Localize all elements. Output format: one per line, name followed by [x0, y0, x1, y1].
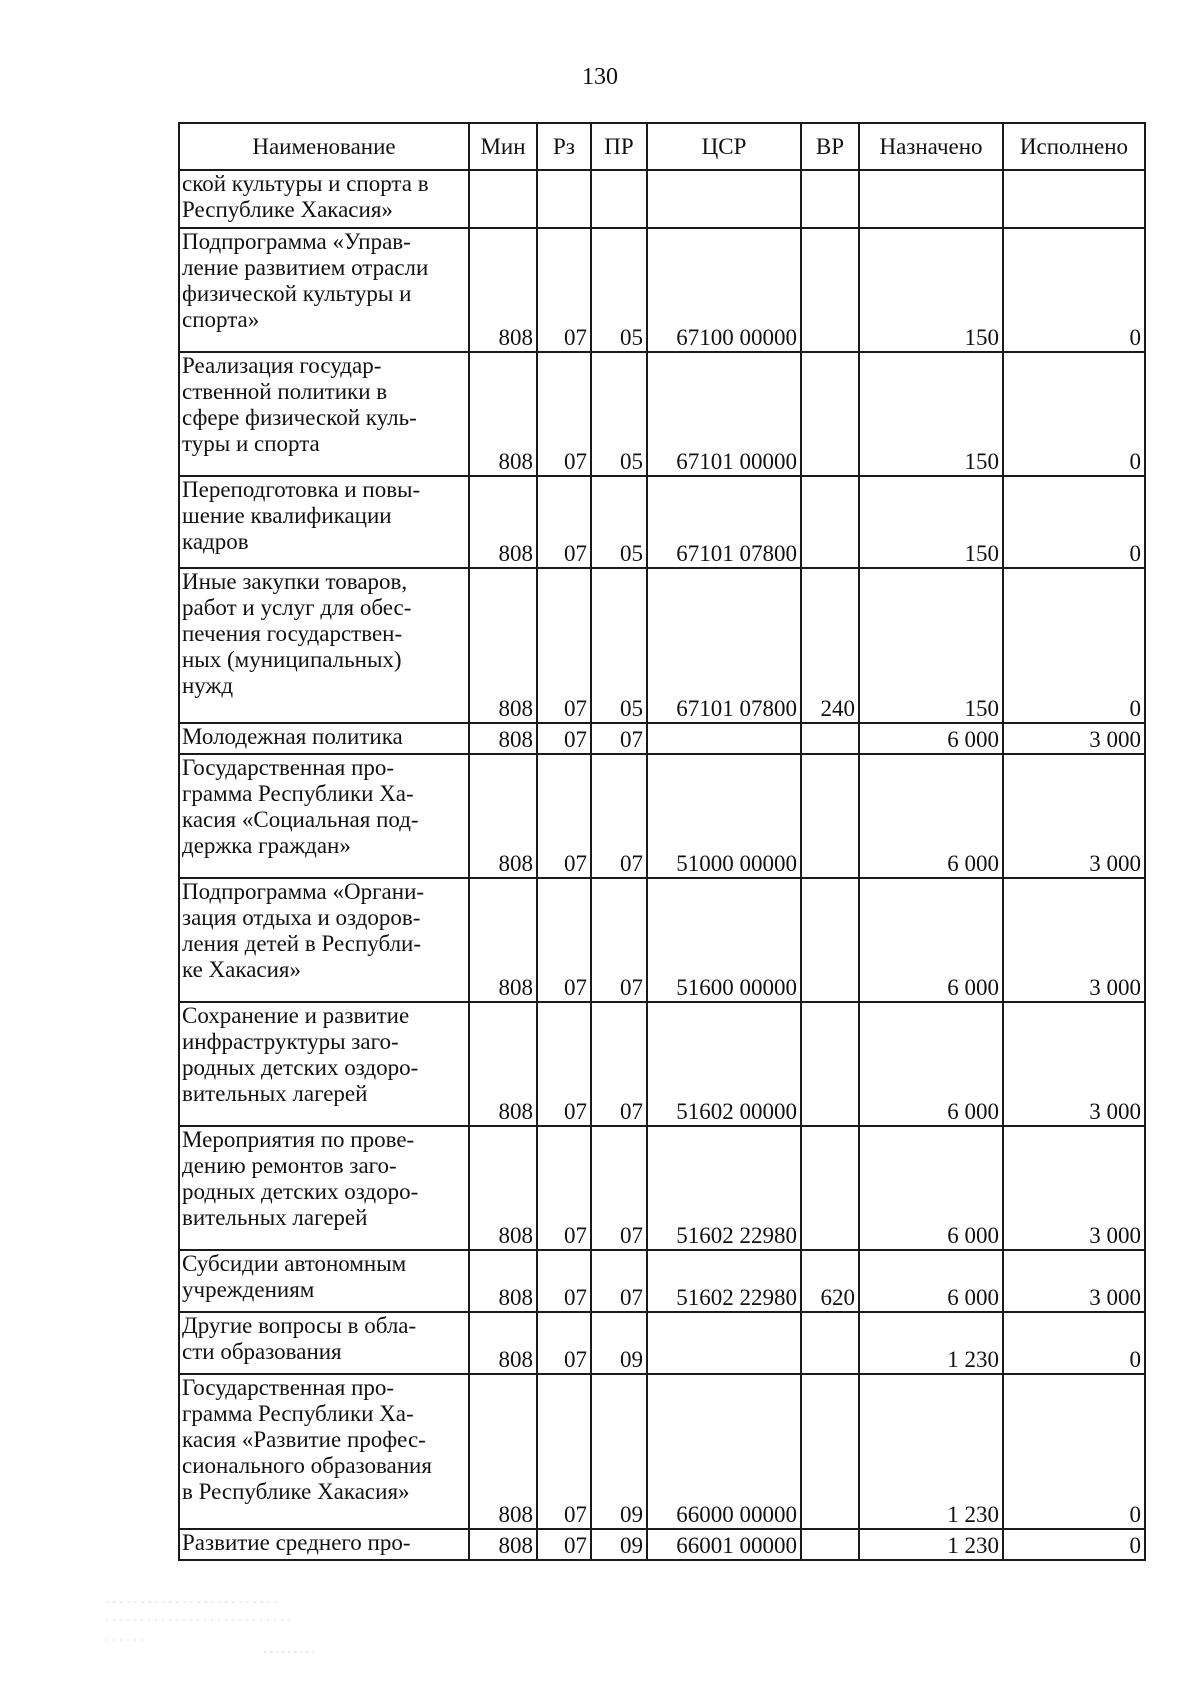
table-row: [179, 754, 1145, 878]
row-name-line: ных (муниципальных): [182, 647, 402, 672]
cell-pr: 07: [591, 1126, 647, 1250]
row-name: [179, 476, 469, 568]
cell-executed: 0: [1003, 568, 1145, 723]
row-name-line: касия «Социальная под-: [182, 807, 419, 832]
cell-min: 808: [469, 352, 537, 476]
cell-pr: 07: [591, 1250, 647, 1312]
cell-rz: 07: [537, 723, 591, 754]
cell-pr: 07: [591, 878, 647, 1002]
cell-rz: 07: [537, 754, 591, 878]
row-name: [179, 568, 469, 723]
cell-rz: 07: [537, 1126, 591, 1250]
cell-rz: 07: [537, 1312, 591, 1374]
table-row: [179, 170, 1145, 228]
cell-vr: [801, 1312, 859, 1374]
row-name-line: родных детских оздоро-: [182, 1179, 419, 1204]
table-row: [179, 723, 1145, 754]
cell-csr: 51600 00000: [647, 878, 801, 1002]
row-name: [179, 723, 469, 754]
row-name: [179, 228, 469, 352]
row-name-line: Субсидии автономным: [182, 1251, 407, 1276]
cell-executed: [1003, 170, 1145, 228]
cell-vr: [801, 1374, 859, 1529]
table-row: [179, 1374, 1145, 1529]
cell-csr: 51602 22980: [647, 1126, 801, 1250]
row-name-line: ской культуры и спорта в: [182, 171, 429, 196]
cell-min: 808: [469, 1002, 537, 1126]
row-name: [179, 1374, 469, 1529]
row-name: [179, 1250, 469, 1312]
row-name: [179, 1312, 469, 1374]
cell-rz: 07: [537, 1529, 591, 1560]
row-name-line: шение квалификации: [182, 503, 392, 528]
row-name-line: сфере физической куль-: [182, 405, 417, 430]
table-row: [179, 1312, 1145, 1374]
row-name-line: Сохранение и развитие: [182, 1003, 410, 1028]
page-number: 130: [582, 64, 618, 90]
table-row: [179, 228, 1145, 352]
row-name-line: сионального образования: [182, 1453, 432, 1478]
cell-min: 808: [469, 1126, 537, 1250]
cell-executed: 3 000: [1003, 754, 1145, 878]
cell-vr: [801, 170, 859, 228]
row-name-line: родных детских оздоро-: [182, 1055, 419, 1080]
cell-assigned: 6 000: [859, 878, 1003, 1002]
cell-executed: 3 000: [1003, 723, 1145, 754]
row-name-line: ке Хакасия»: [182, 957, 302, 982]
cell-vr: [801, 1529, 859, 1560]
header-name: Наименование: [179, 123, 469, 170]
table-row: [179, 352, 1145, 476]
cell-csr: 66000 00000: [647, 1374, 801, 1529]
cell-executed: 3 000: [1003, 878, 1145, 1002]
cell-vr: [801, 1002, 859, 1126]
cell-executed: 0: [1003, 1529, 1145, 1560]
cell-pr: 09: [591, 1374, 647, 1529]
header-assigned: Назначено: [859, 123, 1003, 170]
header-csr: ЦСР: [647, 123, 801, 170]
table-row: [179, 1250, 1145, 1312]
cell-csr: [647, 170, 801, 228]
row-name-line: зация отдыха и оздоров-: [182, 905, 421, 930]
cell-assigned: 1 230: [859, 1374, 1003, 1529]
cell-rz: 07: [537, 476, 591, 568]
cell-assigned: 1 230: [859, 1312, 1003, 1374]
header-vr: ВР: [801, 123, 859, 170]
row-name: [179, 1002, 469, 1126]
cell-assigned: 150: [859, 228, 1003, 352]
row-name-line: Государственная про-: [182, 1375, 395, 1400]
row-name-line: ление развитием отрасли: [182, 255, 429, 280]
cell-min: 808: [469, 568, 537, 723]
cell-vr: [801, 878, 859, 1002]
header-rz: Рз: [537, 123, 591, 170]
cell-min: 808: [469, 878, 537, 1002]
row-name-line: Республике Хакасия»: [182, 197, 393, 222]
cell-pr: 07: [591, 723, 647, 754]
cell-assigned: 150: [859, 476, 1003, 568]
row-name-line: нужд: [182, 673, 234, 698]
cell-pr: 07: [591, 754, 647, 878]
cell-executed: 0: [1003, 352, 1145, 476]
cell-pr: [591, 170, 647, 228]
row-name-line: в Республике Хакасия»: [182, 1479, 410, 1504]
row-name: [179, 878, 469, 1002]
budget-table: [178, 122, 1146, 1561]
row-name-line: ственной политики в: [182, 379, 388, 404]
cell-assigned: 6 000: [859, 1250, 1003, 1312]
row-name-line: дению ремонтов заго-: [182, 1153, 397, 1178]
scan-artifact: [104, 1590, 324, 1660]
cell-rz: 07: [537, 878, 591, 1002]
row-name-line: кадров: [182, 529, 249, 554]
row-name-line: работ и услуг для обес-: [182, 595, 412, 620]
row-name-line: сти образования: [182, 1339, 342, 1364]
cell-executed: 0: [1003, 1374, 1145, 1529]
cell-vr: [801, 754, 859, 878]
cell-min: 808: [469, 754, 537, 878]
row-name-line: Реализация государ-: [182, 353, 382, 378]
cell-csr: [647, 1312, 801, 1374]
cell-vr: [801, 723, 859, 754]
table-row: [179, 1529, 1145, 1560]
table-body: [179, 170, 1145, 1560]
row-name-line: учреждениям: [182, 1277, 315, 1302]
cell-vr: [801, 228, 859, 352]
cell-assigned: [859, 170, 1003, 228]
cell-pr: 05: [591, 352, 647, 476]
cell-pr: 07: [591, 1002, 647, 1126]
table-row: [179, 568, 1145, 723]
cell-pr: 05: [591, 568, 647, 723]
cell-vr: 620: [801, 1250, 859, 1312]
row-name-line: туры и спорта: [182, 431, 320, 456]
cell-vr: [801, 1126, 859, 1250]
cell-executed: 0: [1003, 228, 1145, 352]
table-row: [179, 878, 1145, 1002]
cell-min: [469, 170, 537, 228]
cell-csr: 66001 00000: [647, 1529, 801, 1560]
cell-assigned: 6 000: [859, 754, 1003, 878]
row-name-line: грамма Республики Ха-: [182, 1401, 414, 1426]
cell-vr: [801, 476, 859, 568]
row-name-line: грамма Республики Ха-: [182, 781, 414, 806]
row-name-line: Переподготовка и повы-: [182, 477, 421, 502]
row-name-line: спорта»: [182, 307, 260, 332]
row-name-line: держка граждан»: [182, 833, 351, 858]
row-name-line: касия «Развитие профес-: [182, 1427, 426, 1452]
cell-vr: [801, 352, 859, 476]
cell-pr: 05: [591, 228, 647, 352]
row-name-line: Иные закупки товаров,: [182, 569, 408, 594]
cell-rz: 07: [537, 1374, 591, 1529]
header-executed: Исполнено: [1003, 123, 1145, 170]
cell-csr: 51602 00000: [647, 1002, 801, 1126]
cell-rz: 07: [537, 1250, 591, 1312]
cell-csr: 67101 07800: [647, 568, 801, 723]
cell-assigned: 6 000: [859, 723, 1003, 754]
cell-rz: 07: [537, 1002, 591, 1126]
cell-csr: 67100 00000: [647, 228, 801, 352]
row-name-line: физической культуры и: [182, 281, 412, 306]
cell-min: 808: [469, 1374, 537, 1529]
row-name-line: печения государствен-: [182, 621, 403, 646]
cell-min: 808: [469, 228, 537, 352]
row-name-line: Мероприятия по прове-: [182, 1127, 415, 1152]
cell-pr: 09: [591, 1312, 647, 1374]
cell-rz: 07: [537, 352, 591, 476]
row-name-line: Развитие среднего про-: [182, 1530, 411, 1555]
cell-csr: 67101 07800: [647, 476, 801, 568]
row-name-line: Подпрограмма «Органи-: [182, 879, 425, 904]
row-name-line: ления детей в Республи-: [182, 931, 422, 956]
cell-csr: 51000 00000: [647, 754, 801, 878]
row-name-line: Другие вопросы в обла-: [182, 1313, 417, 1338]
cell-vr: 240: [801, 568, 859, 723]
table-row: [179, 1002, 1145, 1126]
cell-assigned: 150: [859, 352, 1003, 476]
cell-executed: 0: [1003, 476, 1145, 568]
cell-assigned: 6 000: [859, 1002, 1003, 1126]
header-min: Мин: [469, 123, 537, 170]
cell-pr: 09: [591, 1529, 647, 1560]
cell-min: 808: [469, 1250, 537, 1312]
cell-rz: [537, 170, 591, 228]
row-name: [179, 352, 469, 476]
cell-min: 808: [469, 723, 537, 754]
row-name: [179, 170, 469, 228]
cell-rz: 07: [537, 228, 591, 352]
cell-assigned: 150: [859, 568, 1003, 723]
cell-executed: 3 000: [1003, 1250, 1145, 1312]
row-name: [179, 1126, 469, 1250]
cell-csr: 51602 22980: [647, 1250, 801, 1312]
row-name-line: вительных лагерей: [182, 1205, 368, 1230]
cell-executed: 3 000: [1003, 1126, 1145, 1250]
cell-assigned: 1 230: [859, 1529, 1003, 1560]
cell-min: 808: [469, 476, 537, 568]
row-name-line: Подпрограмма «Управ-: [182, 229, 411, 254]
row-name-line: инфраструктуры заго-: [182, 1029, 399, 1054]
cell-executed: 3 000: [1003, 1002, 1145, 1126]
table-header-row: [179, 123, 1145, 170]
header-pr: ПР: [591, 123, 647, 170]
cell-min: 808: [469, 1312, 537, 1374]
row-name: [179, 1529, 469, 1560]
cell-pr: 05: [591, 476, 647, 568]
row-name-line: Государственная про-: [182, 755, 395, 780]
row-name-line: вительных лагерей: [182, 1081, 368, 1106]
cell-executed: 0: [1003, 1312, 1145, 1374]
table-row: [179, 1126, 1145, 1250]
cell-csr: [647, 723, 801, 754]
table-row: [179, 476, 1145, 568]
row-name: [179, 754, 469, 878]
row-name-line: Молодежная политика: [182, 724, 403, 749]
cell-min: 808: [469, 1529, 537, 1560]
cell-csr: 67101 00000: [647, 352, 801, 476]
cell-assigned: 6 000: [859, 1126, 1003, 1250]
cell-rz: 07: [537, 568, 591, 723]
